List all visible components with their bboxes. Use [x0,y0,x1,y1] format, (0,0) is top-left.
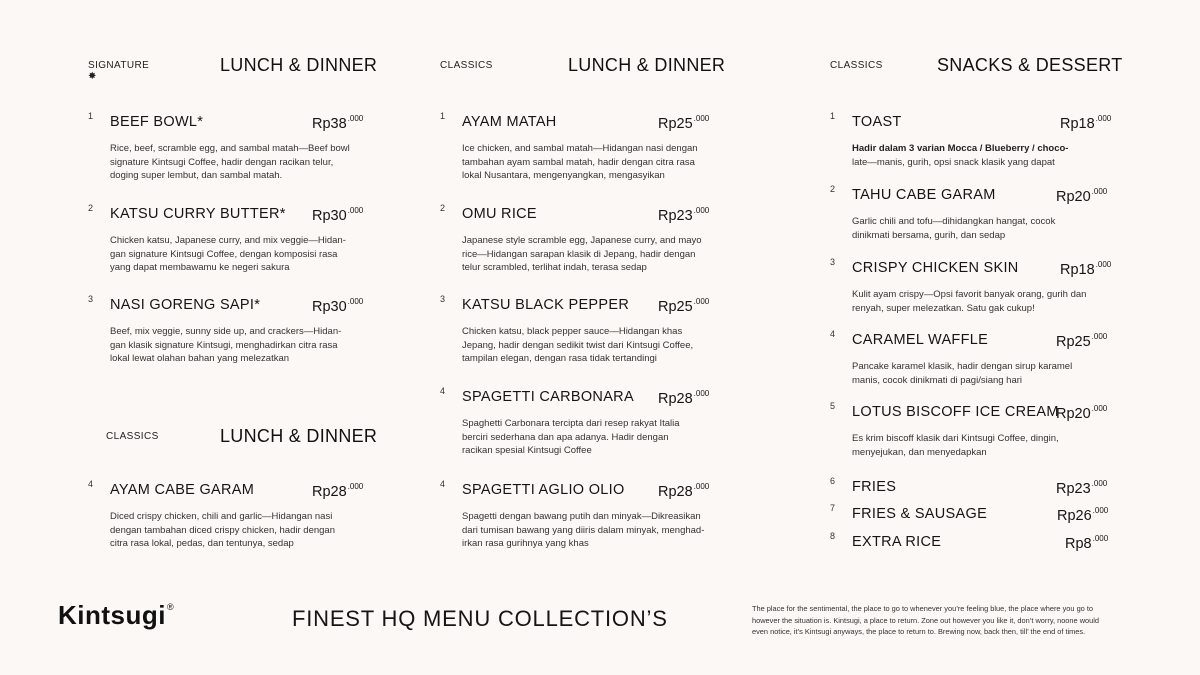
item-description: Garlic chili and tofu—dihidangkan hangat, cocok dinikmati bersama, gurih, dan sedap [852,216,1056,241]
item-name: TAHU CABE GARAM [852,187,996,203]
item-number: 1 [88,111,94,121]
item-price: $Rp18^{.000}$ [1060,114,1112,132]
item-description: Es krim biscoff klasik dari Kintsugi Coffee, dingin, menyejukan, dan menyedapkan [852,433,1059,458]
item-price: $Rp26^{.000}$ [1057,506,1109,524]
item-number: 7 [830,503,836,513]
item-description: Diced crispy chicken, chili and garlic—Hidangan nasi dengan tambahan diced crispy chicken, hadir dengan citra rasa lokal, pedas, dan tentunya, sedap [110,511,335,549]
item-number: 3 [830,257,836,267]
item-name: LOTUS BISCOFF ICE CREAM [852,404,1059,420]
item-description: Pancake karamel klasik, hadir dengan sirup karamel manis, cocok dinikmati di pagi/siang hari [852,361,1073,386]
item-price: $Rp28^{.000}$ [658,389,710,407]
brand-tagline: The place for the sentimental, the place to go to whenever you’re feeling blue, the place where you go to however the situation is. Kintsugi, a place to return. Zone out however you like it, don’t worry, noone would even notice, it’s Kintsugi anyways, the place to return to. Brewing now, back then, till’ the end of times. [752,604,1100,636]
item-description: Chicken katsu, black pepper sauce—Hidangan khas Jepang, hadir dengan sedikit twist dari Kintsugi Coffee, tampilan elegan, dengan rasa tidak tertandingi [462,326,694,364]
item-number: 3 [88,294,94,304]
item-name: EXTRA RICE [852,534,942,550]
item-number: 4 [440,386,446,396]
item-name: BEEF BOWL* [110,114,204,130]
section-tag: CLASSICS [440,60,493,71]
section-tag: CLASSICS [106,431,159,442]
item-description: Hadir dalam 3 varian Mocca / Blueberry / choco- late—manis, gurih, opsi snack klasik yang dapat [852,143,1069,168]
item-number: 1 [440,111,446,121]
item-price: $Rp18^{.000}$ [1060,260,1112,278]
section-title: LUNCH & DINNER [220,426,378,446]
item-number: 1 [830,111,836,121]
item-price: $Rp23^{.000}$ [1056,479,1108,497]
item-number: 4 [440,479,446,489]
item-number: 6 [830,476,836,486]
item-name: FRIES & SAUSAGE [852,506,988,522]
item-price: $Rp20^{.000}$ [1056,187,1108,205]
item-number: 8 [830,531,836,541]
item-number: 4 [830,329,836,339]
item-name: AYAM MATAH [462,114,557,130]
item-description: Kulit ayam crispy—Opsi favorit banyak orang, gurih dan renyah, super melezatkan. Satu gak cukup! [852,289,1087,314]
section-title: SNACKS & DESSERT [937,55,1123,75]
item-name: SPAGETTI CARBONARA [462,389,634,405]
item-number: 2 [830,184,836,194]
item-price: $Rp28^{.000}$ [658,482,710,500]
section-title: LUNCH & DINNER [220,55,378,75]
collection-title: FINEST HQ MENU COLLECTION’S [292,606,668,631]
item-description: Ice chicken, and sambal matah—Hidangan nasi dengan tambahan ayam sambal matah, hadir dengan citra rasa lokal Nusantara, mengenyangkan, mengasyikan [462,143,698,181]
item-number: 2 [88,203,94,213]
item-description: Chicken katsu, Japanese curry, and mix veggie—Hidan- gan signature Kintsugi Coffee, dengan komposisi rasa yang dapat membawamu ke negeri sakura [110,235,346,273]
item-description: Spagetti dengan bawang putih dan minyak—Dikreasikan dari tumisan bawang yang diiris dalam minyak, menghad- irkan rasa gurihnya yang khas [462,511,705,549]
item-name: KATSU BLACK PEPPER [462,297,630,313]
item-description: Beef, mix veggie, sunny side up, and crackers—Hidan- gan klasik signature Kintsugi, menghadirkan citra rasa lokal lewat olahan bahan yang melezatkan [110,326,342,364]
item-description: Rice, beef, scramble egg, and sambal matah—Beef bowl signature Kintsugi Coffee, hadir dengan racikan telur, doging super lembut, dan sambal matah. [110,143,350,181]
section-tag: CLASSICS [830,60,883,71]
item-price: $Rp30^{.000}$ [312,297,364,315]
item-name: CARAMEL WAFFLE [852,332,989,348]
item-price: $Rp28^{.000}$ [312,482,364,500]
item-name: AYAM CABE GARAM [110,482,255,498]
item-name: CRISPY CHICKEN SKIN [852,260,1019,276]
item-name: KATSU CURRY BUTTER* [110,206,286,222]
item-name: NASI GORENG SAPI* [110,297,261,313]
brand-logo: Kintsugi® [58,600,175,630]
item-price: $Rp30^{.000}$ [312,206,364,224]
item-price: $Rp23^{.000}$ [658,206,710,224]
item-price: $Rp25^{.000}$ [658,114,710,132]
item-name: TOAST [852,114,902,130]
item-price: $Rp25^{.000}$ [658,297,710,315]
item-description: Japanese style scramble egg, Japanese curry, and mayo rice—Hidangan sarapan klasik di Jepang, hadir dengan telur scrambled, terlihat indah, terasa sedap [462,235,702,273]
section-title: LUNCH & DINNER [568,55,726,75]
item-name: SPAGETTI AGLIO OLIO [462,482,625,498]
item-number: 4 [88,479,94,489]
section-tag: SIGNATURE ✸ [88,60,150,82]
item-price: $Rp8^{.000}$ [1065,534,1109,552]
item-price: $Rp20^{.000}$ [1056,404,1108,422]
item-price: $Rp25^{.000}$ [1056,332,1108,350]
item-number: 3 [440,294,446,304]
item-name: OMU RICE [462,206,537,222]
item-number: 2 [440,203,446,213]
item-description: Spaghetti Carbonara tercipta dari resep rakyat Italia berciri sederhana dan apa adanya. Hadir dengan racikan spesial Kintsugi Coffee [462,418,680,456]
item-number: 5 [830,401,836,411]
item-price: $Rp38^{.000}$ [312,114,364,132]
item-name: FRIES [852,479,897,495]
